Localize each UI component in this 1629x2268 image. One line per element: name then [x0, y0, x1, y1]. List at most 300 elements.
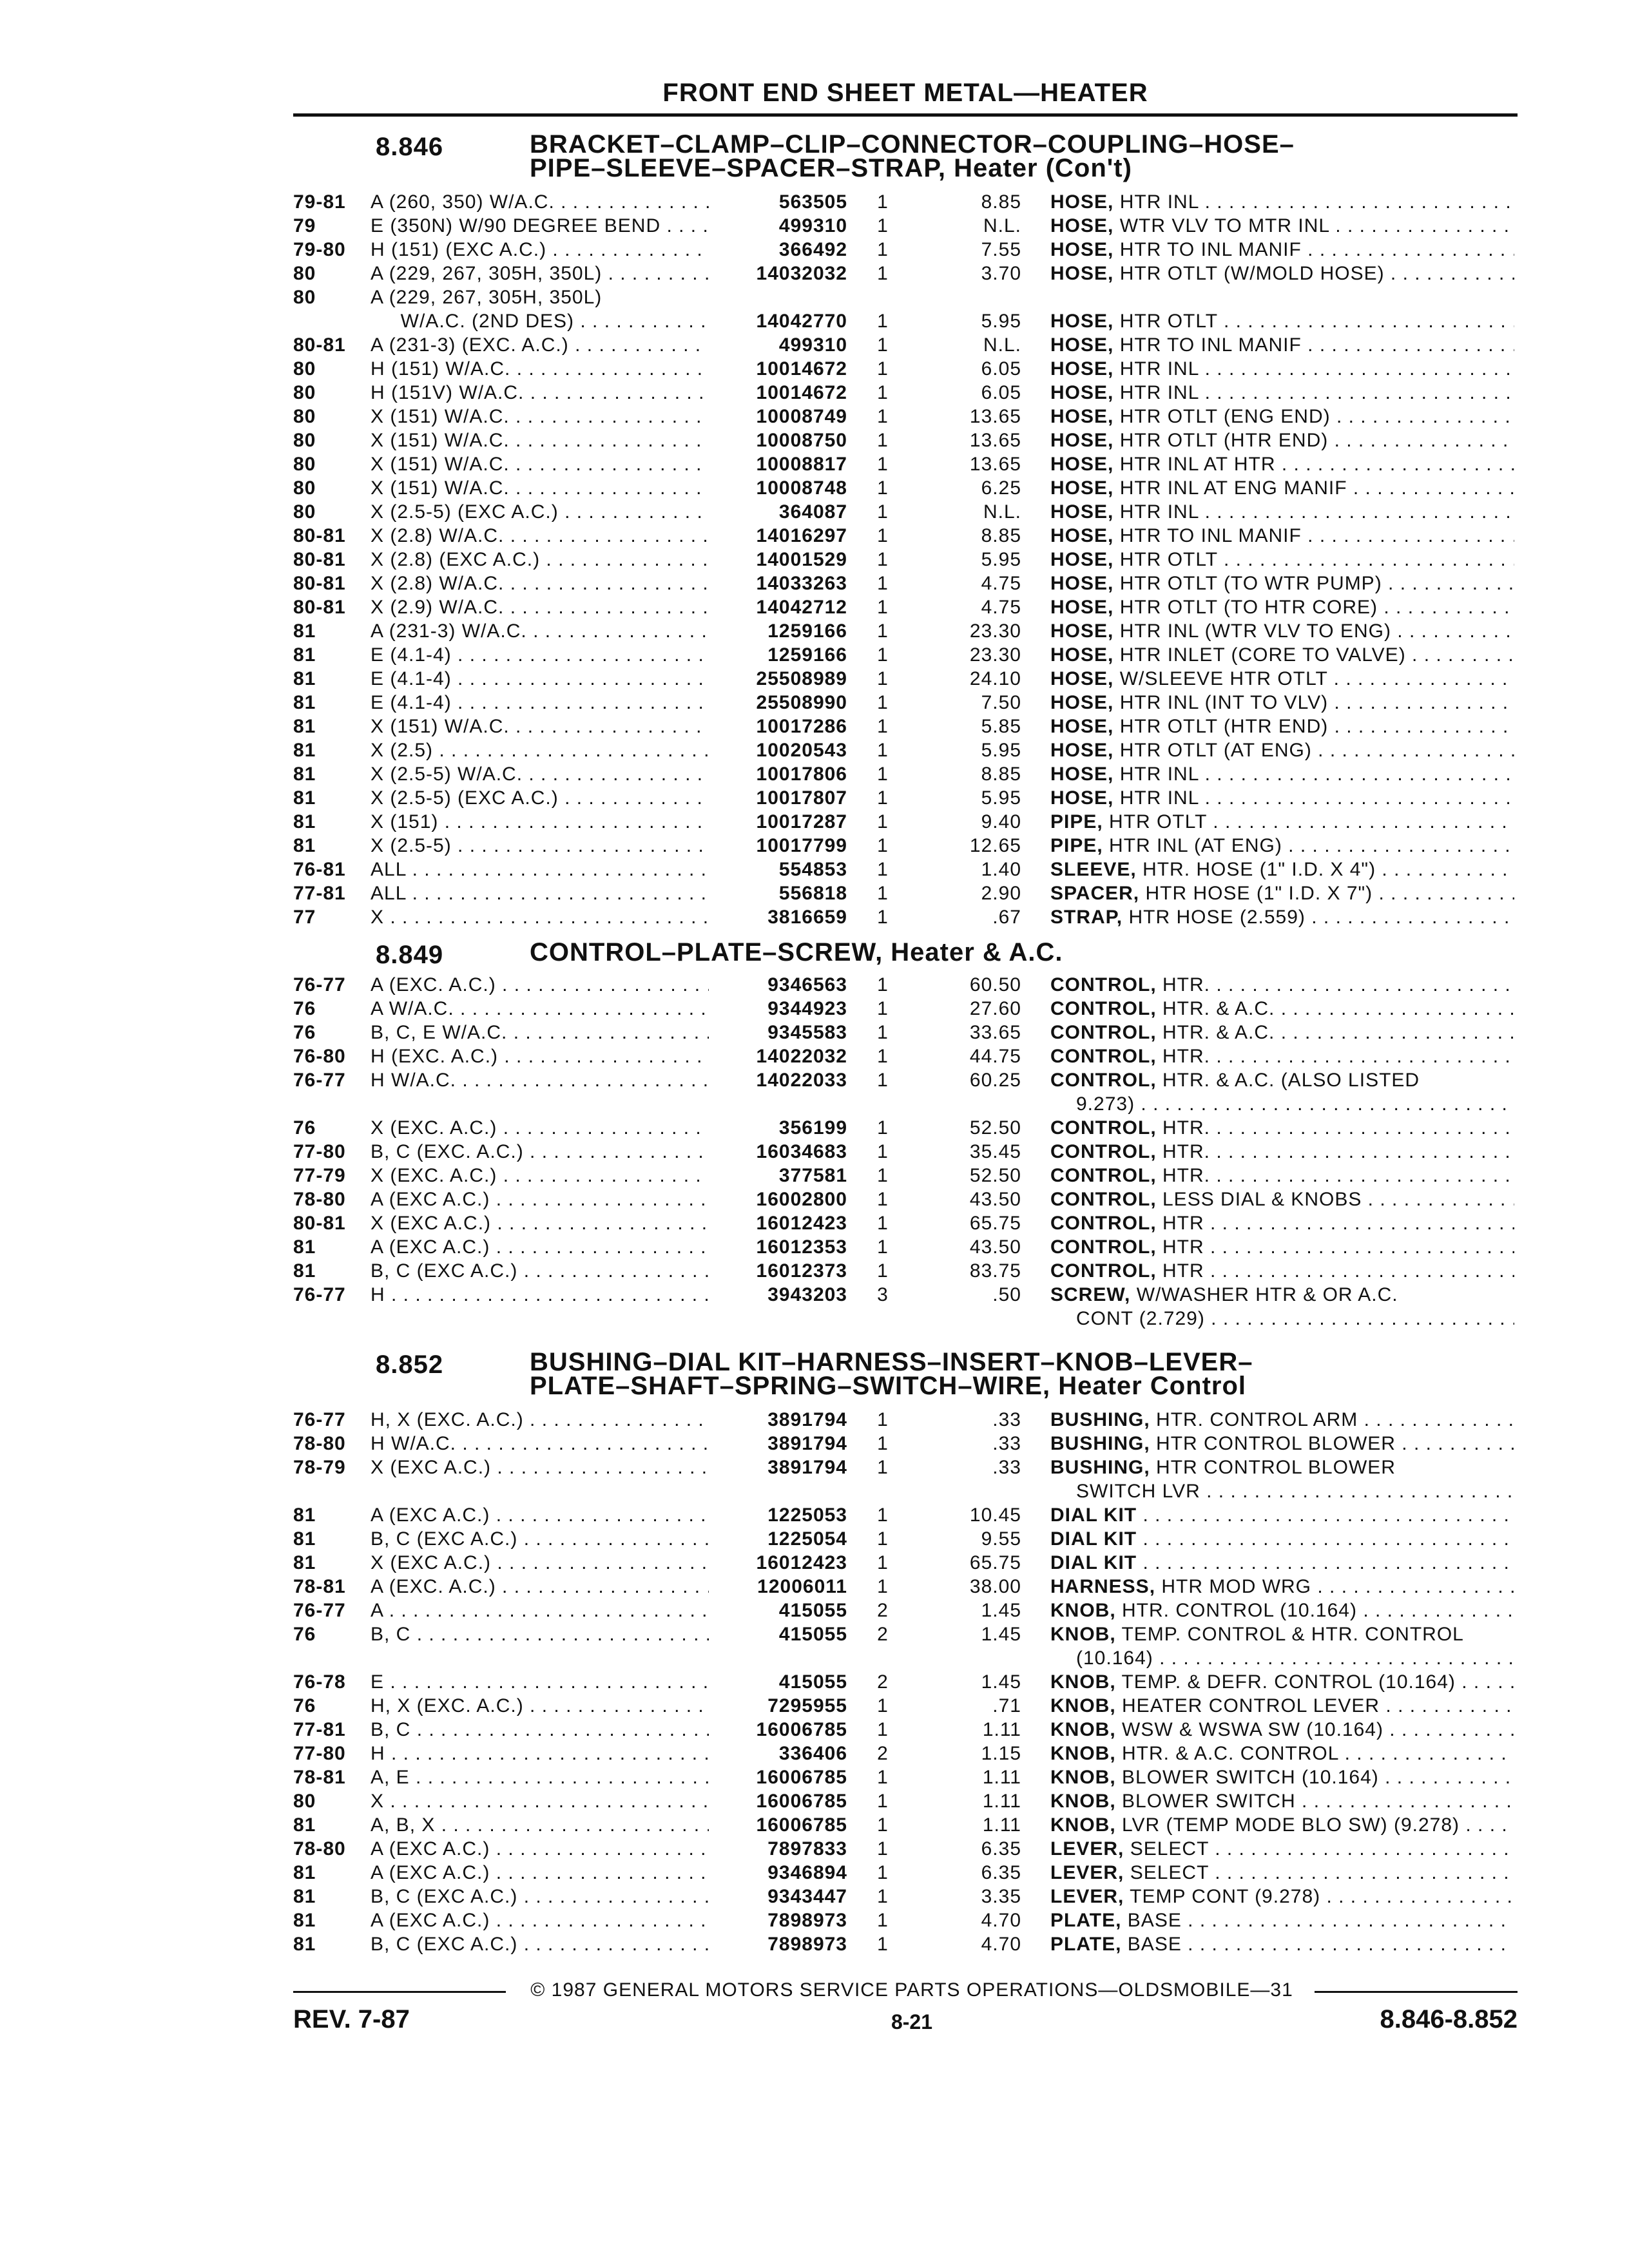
parts-row [0, 1235, 1629, 1259]
quantity: 2 [877, 1671, 889, 1693]
part-name [1050, 333, 1514, 357]
part-keyword: HOSE, [1050, 454, 1114, 475]
application-desc: X (151) W/A.C. . . . [371, 405, 709, 428]
model-years: 76-77 [293, 974, 346, 995]
model-years: 81 [293, 764, 316, 785]
price: 1.45 [981, 1624, 1021, 1645]
part-keyword: PIPE, [1050, 835, 1103, 856]
application-desc: H (EXC. A.C.) . . . [371, 1044, 709, 1068]
part-detail: HTR [1162, 1260, 1204, 1282]
part-number: 415055 [778, 1600, 847, 1621]
price: 65.75 [969, 1213, 1021, 1234]
price: 1.45 [981, 1600, 1021, 1621]
quantity: 1 [877, 1022, 889, 1043]
part-number: 10017286 [756, 716, 847, 737]
part-keyword: HOSE, [1050, 740, 1114, 761]
part-name [1050, 1622, 1514, 1670]
model-years: 80-81 [293, 549, 346, 570]
application-desc: X (EXC A.C.) . . . [371, 1551, 709, 1575]
price: 6.25 [981, 477, 1021, 499]
quantity: 1 [877, 1719, 889, 1740]
quantity: 1 [877, 382, 889, 403]
price: 1.11 [982, 1791, 1021, 1812]
part-keyword: BUSHING, [1050, 1409, 1150, 1430]
part-detail: HTR INL [1119, 191, 1199, 213]
quantity: 1 [877, 1576, 889, 1597]
application-desc: ALL . . . [371, 881, 709, 905]
part-detail: HTR OTLT (TO HTR CORE) [1119, 597, 1378, 618]
part-detail: HTR. & A.C. [1162, 998, 1275, 1019]
part-name [1050, 1044, 1514, 1068]
part-name [1050, 1235, 1514, 1259]
part-keyword: HOSE, [1050, 191, 1114, 213]
quantity: 1 [877, 1862, 889, 1883]
price: 13.65 [969, 406, 1021, 427]
section-heading [0, 130, 1629, 187]
part-detail: HTR CONTROL BLOWER [1156, 1457, 1396, 1478]
part-detail: HTR. & A.C. CONTROL [1122, 1743, 1339, 1764]
price: 6.35 [981, 1862, 1021, 1883]
part-detail: TEMP. CONTROL & HTR. CONTROL [1121, 1624, 1464, 1645]
parts-row [0, 309, 1629, 333]
part-keyword: CONTROL, [1050, 1070, 1157, 1091]
parts-row [0, 1021, 1629, 1044]
part-number: 9346563 [767, 974, 847, 995]
parts-row [0, 1164, 1629, 1187]
part-number: 10017806 [756, 764, 847, 785]
parts-row [0, 715, 1629, 738]
part-name [1050, 1813, 1514, 1837]
part-detail: BASE [1127, 1934, 1182, 1955]
parts-row [0, 973, 1629, 997]
model-years: 78-80 [293, 1838, 346, 1860]
part-number: 7898973 [767, 1910, 847, 1931]
price: 1.11 [982, 1767, 1021, 1788]
model-years: 77-79 [293, 1165, 346, 1186]
part-number: 9345583 [767, 1022, 847, 1043]
price: 12.65 [969, 835, 1021, 856]
part-number: 10017807 [756, 787, 847, 809]
application-desc: X (151) W/A.C. . . . [371, 476, 709, 500]
model-years: 77-81 [293, 1719, 346, 1740]
application-desc: A (EXC A.C.) . . . [371, 1837, 709, 1861]
parts-row [0, 1599, 1629, 1622]
price: 1.45 [981, 1671, 1021, 1693]
model-years: 81 [293, 1504, 316, 1526]
parts-row [0, 643, 1629, 667]
part-keyword: HOSE, [1050, 311, 1114, 332]
part-detail: WTR VLV TO MTR INL [1119, 215, 1329, 236]
part-name [1050, 428, 1514, 452]
model-years: 79-81 [293, 191, 346, 213]
model-years: 80 [293, 382, 316, 403]
parts-row [0, 1283, 1629, 1331]
part-number: 415055 [778, 1624, 847, 1645]
application-desc: X (151) W/A.C. . . . [371, 428, 709, 452]
part-keyword: CONTROL, [1050, 1022, 1157, 1043]
application-desc: ALL . . . [371, 858, 709, 881]
part-name [1050, 1503, 1514, 1527]
quantity: 1 [877, 525, 889, 546]
price: 5.85 [981, 716, 1021, 737]
parts-row [0, 1622, 1629, 1670]
part-detail: HTR TO INL MANIF [1119, 334, 1302, 356]
part-keyword: HOSE, [1050, 668, 1114, 689]
price: 4.70 [981, 1934, 1021, 1955]
application-desc: B, C (EXC A.C.) . . . [371, 1527, 709, 1551]
part-name [1050, 548, 1514, 572]
part-number: 10017287 [756, 811, 847, 832]
part-name [1050, 858, 1514, 881]
part-number: 10020543 [756, 740, 847, 761]
part-number: 9343447 [767, 1886, 847, 1907]
model-years: 80-81 [293, 1213, 346, 1234]
application-desc: X . . . [371, 905, 709, 929]
application-desc: A (EXC A.C.) . . . [371, 1908, 709, 1932]
price: 52.50 [969, 1165, 1021, 1186]
quantity: 1 [877, 597, 889, 618]
part-detail: HTR INL (WTR VLV TO ENG) [1119, 620, 1391, 642]
part-number: 377581 [778, 1165, 847, 1186]
application-desc: X (2.5-5) . . . [371, 834, 709, 858]
parts-row [0, 1813, 1629, 1837]
part-name [1050, 691, 1514, 715]
price: 8.85 [981, 191, 1021, 213]
parts-row [0, 1527, 1629, 1551]
price: 65.75 [969, 1552, 1021, 1573]
part-name [1050, 643, 1514, 667]
price: 23.30 [969, 620, 1021, 642]
parts-row [0, 238, 1629, 262]
parts-row [0, 1908, 1629, 1932]
application-desc: A . . . [371, 1599, 709, 1622]
part-detail-continued: CONT (2.729) . . . [1050, 1307, 1514, 1331]
model-years: 80 [293, 263, 316, 284]
part-name [1050, 1718, 1514, 1742]
part-name [1050, 1551, 1514, 1575]
quantity: 1 [877, 573, 889, 594]
model-years: 80-81 [293, 334, 346, 356]
part-number: 14033263 [756, 573, 847, 594]
part-number: 16012423 [756, 1552, 847, 1573]
price: .33 [992, 1433, 1021, 1454]
part-name [1050, 1408, 1514, 1432]
parts-row [0, 428, 1629, 452]
parts-row [0, 1116, 1629, 1140]
part-number: 25508990 [756, 692, 847, 713]
part-number: 14022033 [756, 1070, 847, 1091]
part-number: 415055 [778, 1671, 847, 1693]
part-name [1050, 1932, 1514, 1956]
part-number: 7898973 [767, 1934, 847, 1955]
quantity: 2 [877, 1624, 889, 1645]
model-years: 81 [293, 1934, 316, 1955]
application-desc: X (EXC. A.C.) . . . [371, 1164, 709, 1187]
part-number: 3891794 [767, 1409, 847, 1430]
part-keyword: HOSE, [1050, 501, 1114, 523]
application-desc: A (EXC. A.C.) . . . [371, 973, 709, 997]
quantity: 1 [877, 1934, 889, 1955]
parts-row [0, 1789, 1629, 1813]
model-years: 76 [293, 998, 316, 1019]
model-years: 81 [293, 740, 316, 761]
part-keyword: CONTROL, [1050, 1236, 1157, 1258]
price: 83.75 [969, 1260, 1021, 1282]
application-desc: A (EXC A.C.) . . . [371, 1503, 709, 1527]
footer-rule [1315, 1991, 1518, 1993]
quantity: 1 [877, 1165, 889, 1186]
price: 10.45 [969, 1504, 1021, 1526]
application-desc: E (4.1-4) . . . [371, 643, 709, 667]
price: 5.95 [981, 311, 1021, 332]
parts-row [0, 500, 1629, 524]
application-desc: E (4.1-4) . . . [371, 667, 709, 691]
application-desc: A (EXC A.C.) . . . [371, 1187, 709, 1211]
part-name [1050, 1187, 1514, 1211]
part-name [1050, 1259, 1514, 1283]
part-name [1050, 572, 1514, 595]
part-detail: WSW & WSWA SW (10.164) [1122, 1719, 1383, 1740]
top-rule [293, 113, 1518, 117]
application-desc: E . . . [371, 1670, 709, 1694]
part-detail: HTR. [1162, 1165, 1210, 1186]
quantity: 1 [877, 811, 889, 832]
part-number: 336406 [778, 1743, 847, 1764]
part-number: 7295955 [767, 1695, 847, 1716]
quantity: 1 [877, 764, 889, 785]
part-detail: HTR. [1162, 1141, 1210, 1162]
quantity: 1 [877, 239, 889, 260]
price: 43.50 [969, 1189, 1021, 1210]
application-desc: H (151) (EXC A.C.) . . . [371, 238, 709, 262]
application-desc: X (2.5) . . . [371, 738, 709, 762]
part-name [1050, 1694, 1514, 1718]
part-name [1050, 1837, 1514, 1861]
part-name [1050, 214, 1514, 238]
application-desc: A (231-3) W/A.C. . . . [371, 619, 709, 643]
part-name [1050, 997, 1514, 1021]
part-number: 10008748 [756, 477, 847, 499]
part-keyword: CONTROL, [1050, 1260, 1157, 1282]
part-name [1050, 834, 1514, 858]
application-desc: X (2.5-5) W/A.C. . . . [371, 762, 709, 786]
model-years: 81 [293, 692, 316, 713]
application-desc: A (260, 350) W/A.C. . . . [371, 190, 709, 214]
application-desc: A W/A.C. . . . [371, 997, 709, 1021]
parts-row [0, 1044, 1629, 1068]
part-number: 1225053 [767, 1504, 847, 1526]
price: 1.11 [982, 1814, 1021, 1836]
application-desc: X . . . [371, 1789, 709, 1813]
part-detail: HTR INL (AT ENG) [1109, 835, 1282, 856]
price: 1.40 [981, 859, 1021, 880]
model-years: 81 [293, 1814, 316, 1836]
part-detail-continued: 9.273) . . . [1050, 1092, 1514, 1116]
part-keyword: LEVER, [1050, 1862, 1124, 1883]
price: 27.60 [969, 998, 1021, 1019]
quantity: 1 [877, 1409, 889, 1430]
model-years: 76 [293, 1022, 316, 1043]
part-detail: HTR. [1162, 1117, 1210, 1139]
part-number: 14016297 [756, 525, 847, 546]
part-keyword: BUSHING, [1050, 1433, 1150, 1454]
parts-row [0, 1575, 1629, 1599]
parts-row [0, 214, 1629, 238]
price: 3.35 [981, 1886, 1021, 1907]
model-years: 76-77 [293, 1070, 346, 1091]
model-years: 81 [293, 1236, 316, 1258]
price: .50 [992, 1284, 1021, 1305]
section-number: 8.846 [376, 133, 444, 161]
application-desc: B, C (EXC A.C.) . . . [371, 1259, 709, 1283]
application-desc: B, C . . . [371, 1718, 709, 1742]
part-detail: HTR INL [1119, 501, 1199, 523]
part-keyword: HOSE, [1050, 549, 1114, 570]
quantity: 1 [877, 1528, 889, 1550]
part-number: 16006785 [756, 1719, 847, 1740]
model-years: 80 [293, 287, 316, 308]
part-keyword: KNOB, [1050, 1695, 1116, 1716]
part-keyword: CONTROL, [1050, 1165, 1157, 1186]
part-keyword: KNOB, [1050, 1814, 1116, 1836]
part-detail: HTR CONTROL BLOWER [1156, 1433, 1396, 1454]
application-desc: H (151) W/A.C. . . . [371, 357, 709, 381]
model-years: 80 [293, 501, 316, 523]
part-detail: HTR OTLT (W/MOLD HOSE) [1119, 263, 1385, 284]
price: 7.55 [981, 239, 1021, 260]
price: 6.05 [981, 382, 1021, 403]
quantity: 1 [877, 1886, 889, 1907]
part-keyword: KNOB, [1050, 1791, 1116, 1812]
part-number: 16034683 [756, 1141, 847, 1162]
application-desc: A (231-3) (EXC. A.C.) . . . [371, 333, 709, 357]
price: 4.70 [981, 1910, 1021, 1931]
part-keyword: CONTROL, [1050, 1046, 1157, 1067]
quantity: 1 [877, 191, 889, 213]
application-desc: A (EXC A.C.) . . . [371, 1235, 709, 1259]
part-number: 499310 [778, 215, 847, 236]
part-name [1050, 1456, 1514, 1503]
part-keyword: PIPE, [1050, 811, 1103, 832]
application-desc: B, C (EXC A.C.) . . . [371, 1885, 709, 1908]
parts-row [0, 333, 1629, 357]
model-years: 77 [293, 907, 316, 928]
part-detail: HTR. [1162, 974, 1210, 995]
part-detail: SELECT [1130, 1838, 1209, 1860]
part-detail: BASE [1127, 1910, 1182, 1931]
parts-row [0, 595, 1629, 619]
parts-row [0, 881, 1629, 905]
footer-copyright: © 1987 GENERAL MOTORS SERVICE PARTS OPERATIONS—OLDSMOBILE—31 [530, 1979, 1293, 2001]
part-detail-continued: (10.164) . . . [1050, 1646, 1514, 1670]
part-detail: HTR [1162, 1236, 1204, 1258]
part-name [1050, 1575, 1514, 1599]
quantity: 1 [877, 1141, 889, 1162]
application-desc: X (2.8) (EXC A.C.) . . . [371, 548, 709, 572]
price: 13.65 [969, 454, 1021, 475]
parts-row [0, 190, 1629, 214]
quantity: 1 [877, 1838, 889, 1860]
part-name [1050, 190, 1514, 214]
part-keyword: PLATE, [1050, 1910, 1122, 1931]
price: 4.75 [981, 573, 1021, 594]
part-detail: HTR OTLT (AT ENG) [1119, 740, 1312, 761]
parts-row [0, 405, 1629, 428]
part-detail: HTR. [1162, 1046, 1210, 1067]
price: 44.75 [969, 1046, 1021, 1067]
section-number: 8.849 [376, 941, 444, 969]
part-name [1050, 500, 1514, 524]
part-detail: HTR HOSE (2.559) [1128, 907, 1306, 928]
part-name [1050, 452, 1514, 476]
part-name [1050, 476, 1514, 500]
part-detail: HEATER CONTROL LEVER [1122, 1695, 1380, 1716]
part-number: 3816659 [767, 907, 847, 928]
price: 7.50 [981, 692, 1021, 713]
part-name [1050, 309, 1514, 333]
part-name [1050, 381, 1514, 405]
quantity: 1 [877, 974, 889, 995]
model-years: 80 [293, 1791, 316, 1812]
application-desc: A (229, 267, 305H, 350L) . . . [371, 262, 709, 285]
part-number: 9346894 [767, 1862, 847, 1883]
parts-row [0, 357, 1629, 381]
part-detail: HTR INL [1119, 382, 1199, 403]
parts-row [0, 691, 1629, 715]
part-name [1050, 357, 1514, 381]
model-years: 76-78 [293, 1671, 346, 1693]
quantity: 1 [877, 215, 889, 236]
price: 9.55 [981, 1528, 1021, 1550]
model-years: 76-77 [293, 1284, 346, 1305]
part-keyword: SLEEVE, [1050, 859, 1137, 880]
part-number: 12006011 [757, 1576, 847, 1597]
part-number: 1259166 [767, 644, 847, 666]
quantity: 2 [877, 1743, 889, 1764]
parts-row [0, 381, 1629, 405]
quantity: 1 [877, 1791, 889, 1812]
part-number: 10008750 [756, 430, 847, 451]
part-name [1050, 1021, 1514, 1044]
part-number: 16006785 [756, 1814, 847, 1836]
application-desc: X (EXC. A.C.) . . . [371, 1116, 709, 1140]
part-detail: HTR INL (INT TO VLV) [1119, 692, 1329, 713]
part-keyword: HOSE, [1050, 382, 1114, 403]
part-number: 556818 [778, 883, 847, 904]
part-keyword: HOSE, [1050, 406, 1114, 427]
part-number: 25508989 [756, 668, 847, 689]
quantity: 1 [877, 787, 889, 809]
part-number: 3891794 [767, 1457, 847, 1478]
parts-row [0, 1456, 1629, 1503]
part-detail: HTR OTLT [1119, 311, 1218, 332]
application-desc: X (2.8) W/A.C. . . . [371, 572, 709, 595]
model-years: 78-80 [293, 1433, 346, 1454]
parts-row [0, 1885, 1629, 1908]
application-desc: X (2.5-5) (EXC A.C.) . . . [371, 786, 709, 810]
part-number: 1225054 [767, 1528, 847, 1550]
part-detail: HTR INL [1119, 787, 1199, 809]
parts-row [0, 1503, 1629, 1527]
part-keyword: HOSE, [1050, 334, 1114, 356]
parts-row [0, 997, 1629, 1021]
quantity: 1 [877, 477, 889, 499]
part-number: 16006785 [756, 1767, 847, 1788]
price: 24.10 [969, 668, 1021, 689]
part-number: 364087 [778, 501, 847, 523]
part-keyword: HOSE, [1050, 358, 1114, 380]
part-keyword: HOSE, [1050, 764, 1114, 785]
